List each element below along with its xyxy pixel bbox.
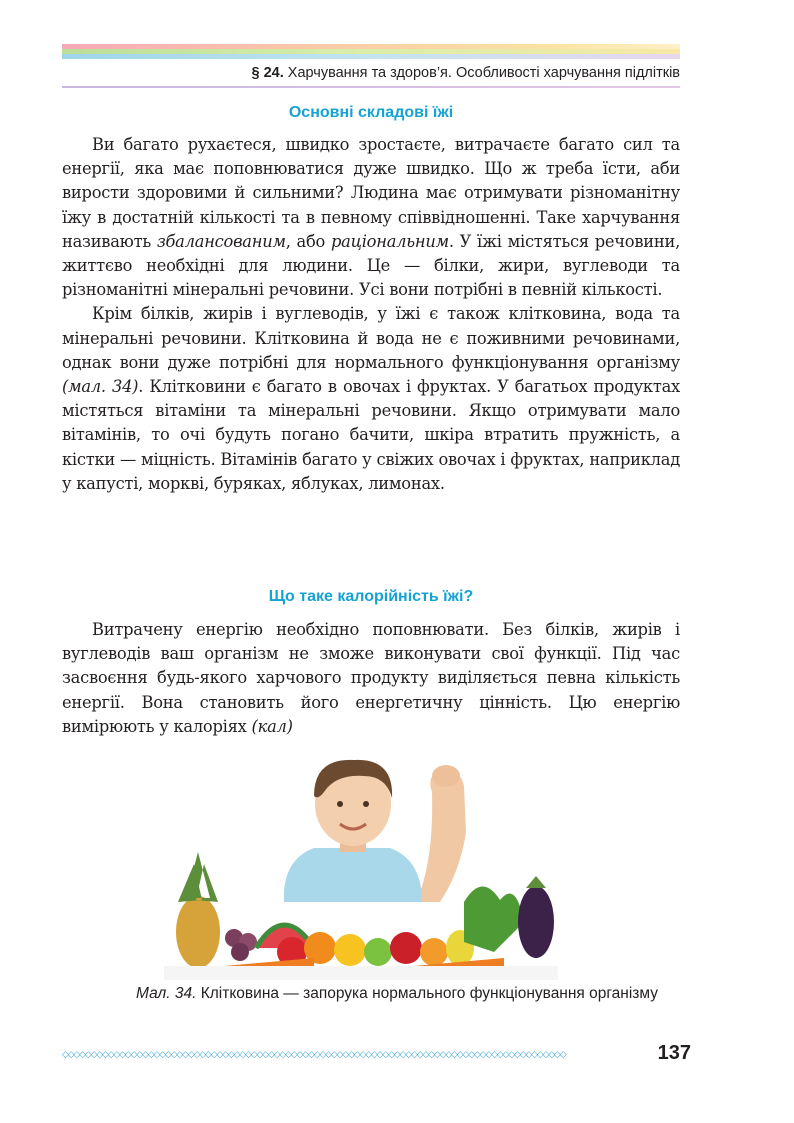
heading-calories: Що таке калорійність їжі? [268,588,474,605]
paragraph: Крім білків, жирів і вуглеводів, у їжі є також клітковина, вода та мінеральні речовини. Клітковина й вода не є поживними речовинами, однак вони дуже потрібні для нормального функціонування організму (мал. 34). Клітковини є багато в овочах і фруктах. У багатьох продуктах містяться вітаміни та мінеральні речовини. Якщо отримувати мало вітамінів, то очі будуть погано бачити, шкіра втратить пружність, а кістки — міцність. Вітамінів багато у свіжих овочах і фруктах, наприклад у капусті, моркві, буряках, яблуках, лимонах. [62,304,680,493]
paragraph: Витрачену енергію необхідно поповнювати. Без білків, жирів і вуглеводів ваш організм не зможе виконувати свої функції. Під час засвоєння будь-якого харчового продукту виділяється певна кількість енергії. Вона становить його енергетичну цінність. Цю енергію вимірюють у калоріях (кал) [62,620,680,736]
page-number: 137 [657,1042,691,1064]
caption-text: Клітковина — запорука нормального функціонування організму [196,985,658,1002]
section-number: § 24. [251,65,284,81]
figure-caption [80,983,714,1004]
caption-label: Мал. 34. [135,985,197,1002]
section-title: Харчування та здоров’я. Особливості харчування підлітків [287,65,680,81]
section1-body [62,133,680,496]
figure-boy-with-vegetables [164,752,558,980]
footer-ornament: ◇◇◇◇◇◇◇◇◇◇◇◇◇◇◇◇◇◇◇◇◇◇◇◇◇◇◇◇◇◇◇◇◇◇◇◇◇◇◇◇◇◇◇◇◇◇◇◇◇◇◇◇◇◇◇◇◇◇◇◇◇◇◇◇◇◇◇◇◇◇◇◇◇◇◇◇◇◇◇◇◇◇◇◇◇◇◇◇ [62,1050,566,1060]
paragraph: Ви багато рухаєтеся, швидко зростаєте, витрачаєте багато сил та енергії, яка має поповнюватися дуже швидко. Що ж треба їсти, аби вирости здоровими й сильними? Людина має отримувати різноманітну їжу в достатній кількості та в певному співвідношенні. Таке харчування називають збалансованим, або раціональним. У їжі містяться речовини, життєво необхідні для людини. Це — білки, жири, вуглеводи та різноманітні мінеральні речовини. Усі вони потрібні в певній кількості. [62,135,680,300]
running-head [62,63,680,85]
header-color-stripes [62,44,680,59]
section2-body [62,618,680,739]
heading-main-components: Основні складові їжі [288,104,454,121]
header-rule [62,86,680,88]
